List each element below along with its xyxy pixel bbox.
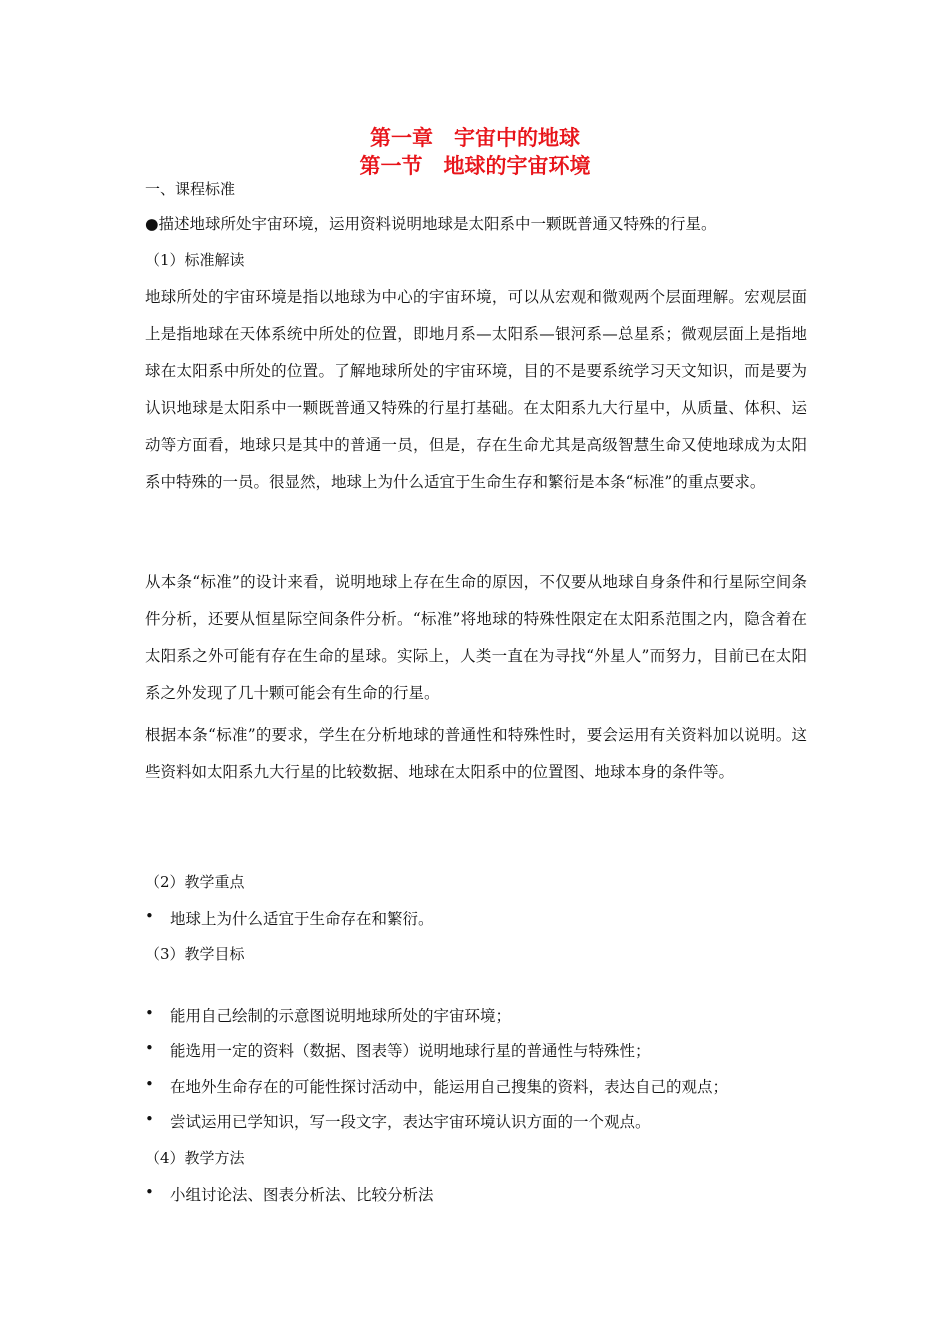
goal-item: 尝试运用已学知识，写一段文字，表达宇宙环境认识方面的一个观点。 bbox=[170, 1113, 651, 1131]
goal-item: 能选用一定的资料（数据、图表等）说明地球行星的普通性与特殊性； bbox=[170, 1042, 651, 1060]
paragraph-interpretation-2: 从本条“标准”的设计来看，说明地球上存在生命的原因，不仅要从地球自身条件和行星际空间条件分析，还要从恒星际空间条件分析。“标准”将地球的特殊性限定在太阳系范围之内，隐含着在太阳系之外可能有存在生命的星球。实际上，人类一直在为寻找“外星人”而努力，目前已在太阳系之外发现了几十颗可能会有生命的行星。 bbox=[145, 573, 807, 702]
paragraph-interpretation-3: 根据本条“标准”的要求，学生在分析地球的普通性和特殊性时，要会运用有关资料加以说明。这些资料如太阳系九大行星的比较数据、地球在太阳系中的位置图、地球本身的条件等。 bbox=[145, 726, 807, 781]
subheading-teaching-methods: （4）教学方法 bbox=[145, 1149, 245, 1167]
goal-item: 能用自己绘制的示意图说明地球所处的宇宙环境； bbox=[170, 1007, 512, 1025]
bullet-marker: • bbox=[145, 1004, 154, 1022]
subheading-standard-interpretation: （1）标准解读 bbox=[145, 251, 245, 269]
bullet-marker: • bbox=[145, 1183, 154, 1201]
subheading-teaching-goals: （3）教学目标 bbox=[145, 945, 245, 963]
bullet-marker: • bbox=[145, 1075, 154, 1093]
subheading-teaching-focus: （2）教学重点 bbox=[145, 873, 245, 891]
bullet-marker: • bbox=[145, 907, 154, 925]
focus-item: 地球上为什么适宜于生命存在和繁衍。 bbox=[170, 910, 434, 928]
chapter-title: 第一章 宇宙中的地球 bbox=[370, 126, 580, 150]
method-item: 小组讨论法、图表分析法、比较分析法 bbox=[170, 1186, 434, 1204]
heading-course-standard: 一、课程标准 bbox=[145, 180, 236, 198]
section-title: 第一节 地球的宇宙环境 bbox=[359, 154, 591, 178]
goal-item: 在地外生命存在的可能性探讨活动中，能运用自己搜集的资料，表达自己的观点； bbox=[170, 1078, 729, 1096]
standard-item: ●描述地球所处宇宙环境，运用资料说明地球是太阳系中一颗既普通又特殊的行星。 bbox=[145, 215, 717, 233]
bullet-marker: • bbox=[145, 1110, 154, 1128]
bullet-marker: • bbox=[145, 1039, 154, 1057]
paragraph-interpretation-1: 地球所处的宇宙环境是指以地球为中心的宇宙环境，可以从宏观和微观两个层面理解。宏观层面上是指地球在天体系统中所处的位置，即地月系—太阳系—银河系—总星系；微观层面上是指地球在太阳系中所处的位置。了解地球所处的宇宙环境，目的不是要系统学习天文知识，而是要为认识地球是太阳系中一颗既普通又特殊的行星打基础。在太阳系九大行星中，从质量、体积、运动等方面看，地球只是其中的普通一员，但是，存在生命尤其是高级智慧生命又使地球成为太阳系中特殊的一员。很显然，地球上为什么适宜于生命生存和繁衍是本条“标准”的重点要求。 bbox=[145, 288, 807, 491]
